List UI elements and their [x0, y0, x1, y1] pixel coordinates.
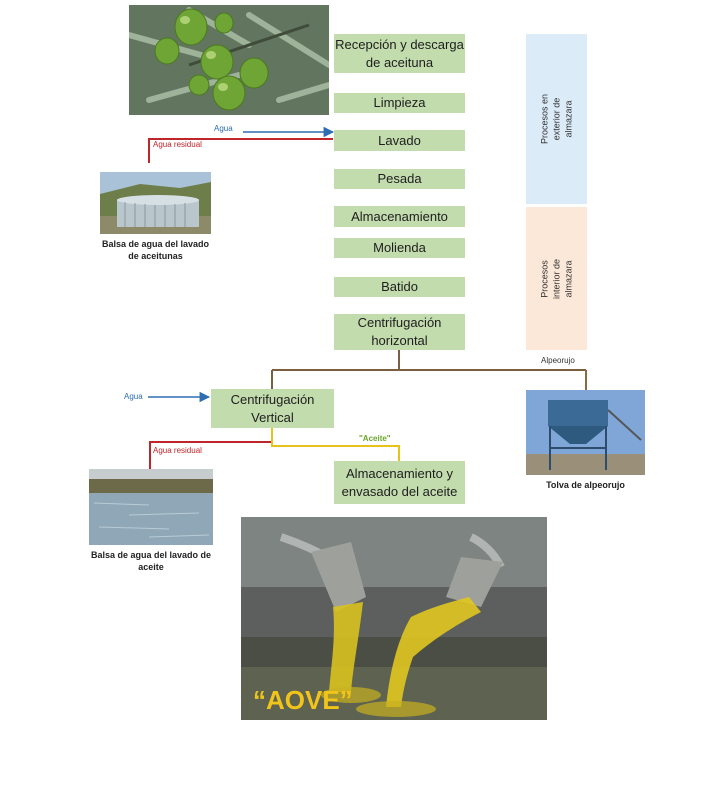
- legend-interior-text: Procesos interior de almazara: [539, 258, 574, 299]
- hopper-photo: [526, 390, 645, 475]
- step-pesada: Pesada: [334, 169, 465, 189]
- legend-exterior-text: Procesos en exterior de almazara: [539, 93, 574, 145]
- step-centrifugacion-vertical: Centrifugación Vertical: [211, 389, 334, 428]
- legend-interior: [526, 207, 587, 350]
- step-lavado: Lavado: [334, 130, 465, 151]
- step-almacenamiento: Almacenamiento: [334, 206, 465, 227]
- step-recepcion: Recepción y descarga de aceituna: [334, 34, 465, 73]
- label-agua-top: Agua: [214, 124, 233, 133]
- aove-label: “AOVE”: [253, 685, 353, 715]
- step-limpieza: Limpieza: [334, 93, 465, 113]
- label-agua-residual-bottom: Agua residual: [153, 446, 202, 455]
- oil-line: [272, 428, 399, 461]
- water-tank-photo: [100, 172, 211, 234]
- olive-branch-photo: [129, 5, 329, 115]
- settling-pond-photo: [89, 469, 213, 545]
- caption-tolva: Tolva de alpeorujo: [546, 480, 625, 490]
- olive-oil-photo: [241, 517, 547, 720]
- caption-balsa-aceite: Balsa de agua del lavado de aceite: [90, 550, 212, 572]
- step-batido: Batido: [334, 277, 465, 297]
- label-agua-residual-top: Agua residual: [153, 140, 202, 149]
- caption-balsa-aceitunas: Balsa de agua del lavado de aceitunas: [101, 239, 210, 261]
- label-aceite: "Aceite": [359, 434, 391, 443]
- step-molienda: Molienda: [334, 238, 465, 258]
- legend-exterior: [526, 34, 587, 204]
- label-alpeorujo: Alpeorujo: [541, 356, 575, 365]
- step-almacenamiento-envasado: Almacenamiento y envasado del aceite: [334, 461, 465, 504]
- label-agua-bottom: Agua: [124, 392, 143, 401]
- step-centrifugacion-horizontal: Centrifugación horizontal: [334, 314, 465, 350]
